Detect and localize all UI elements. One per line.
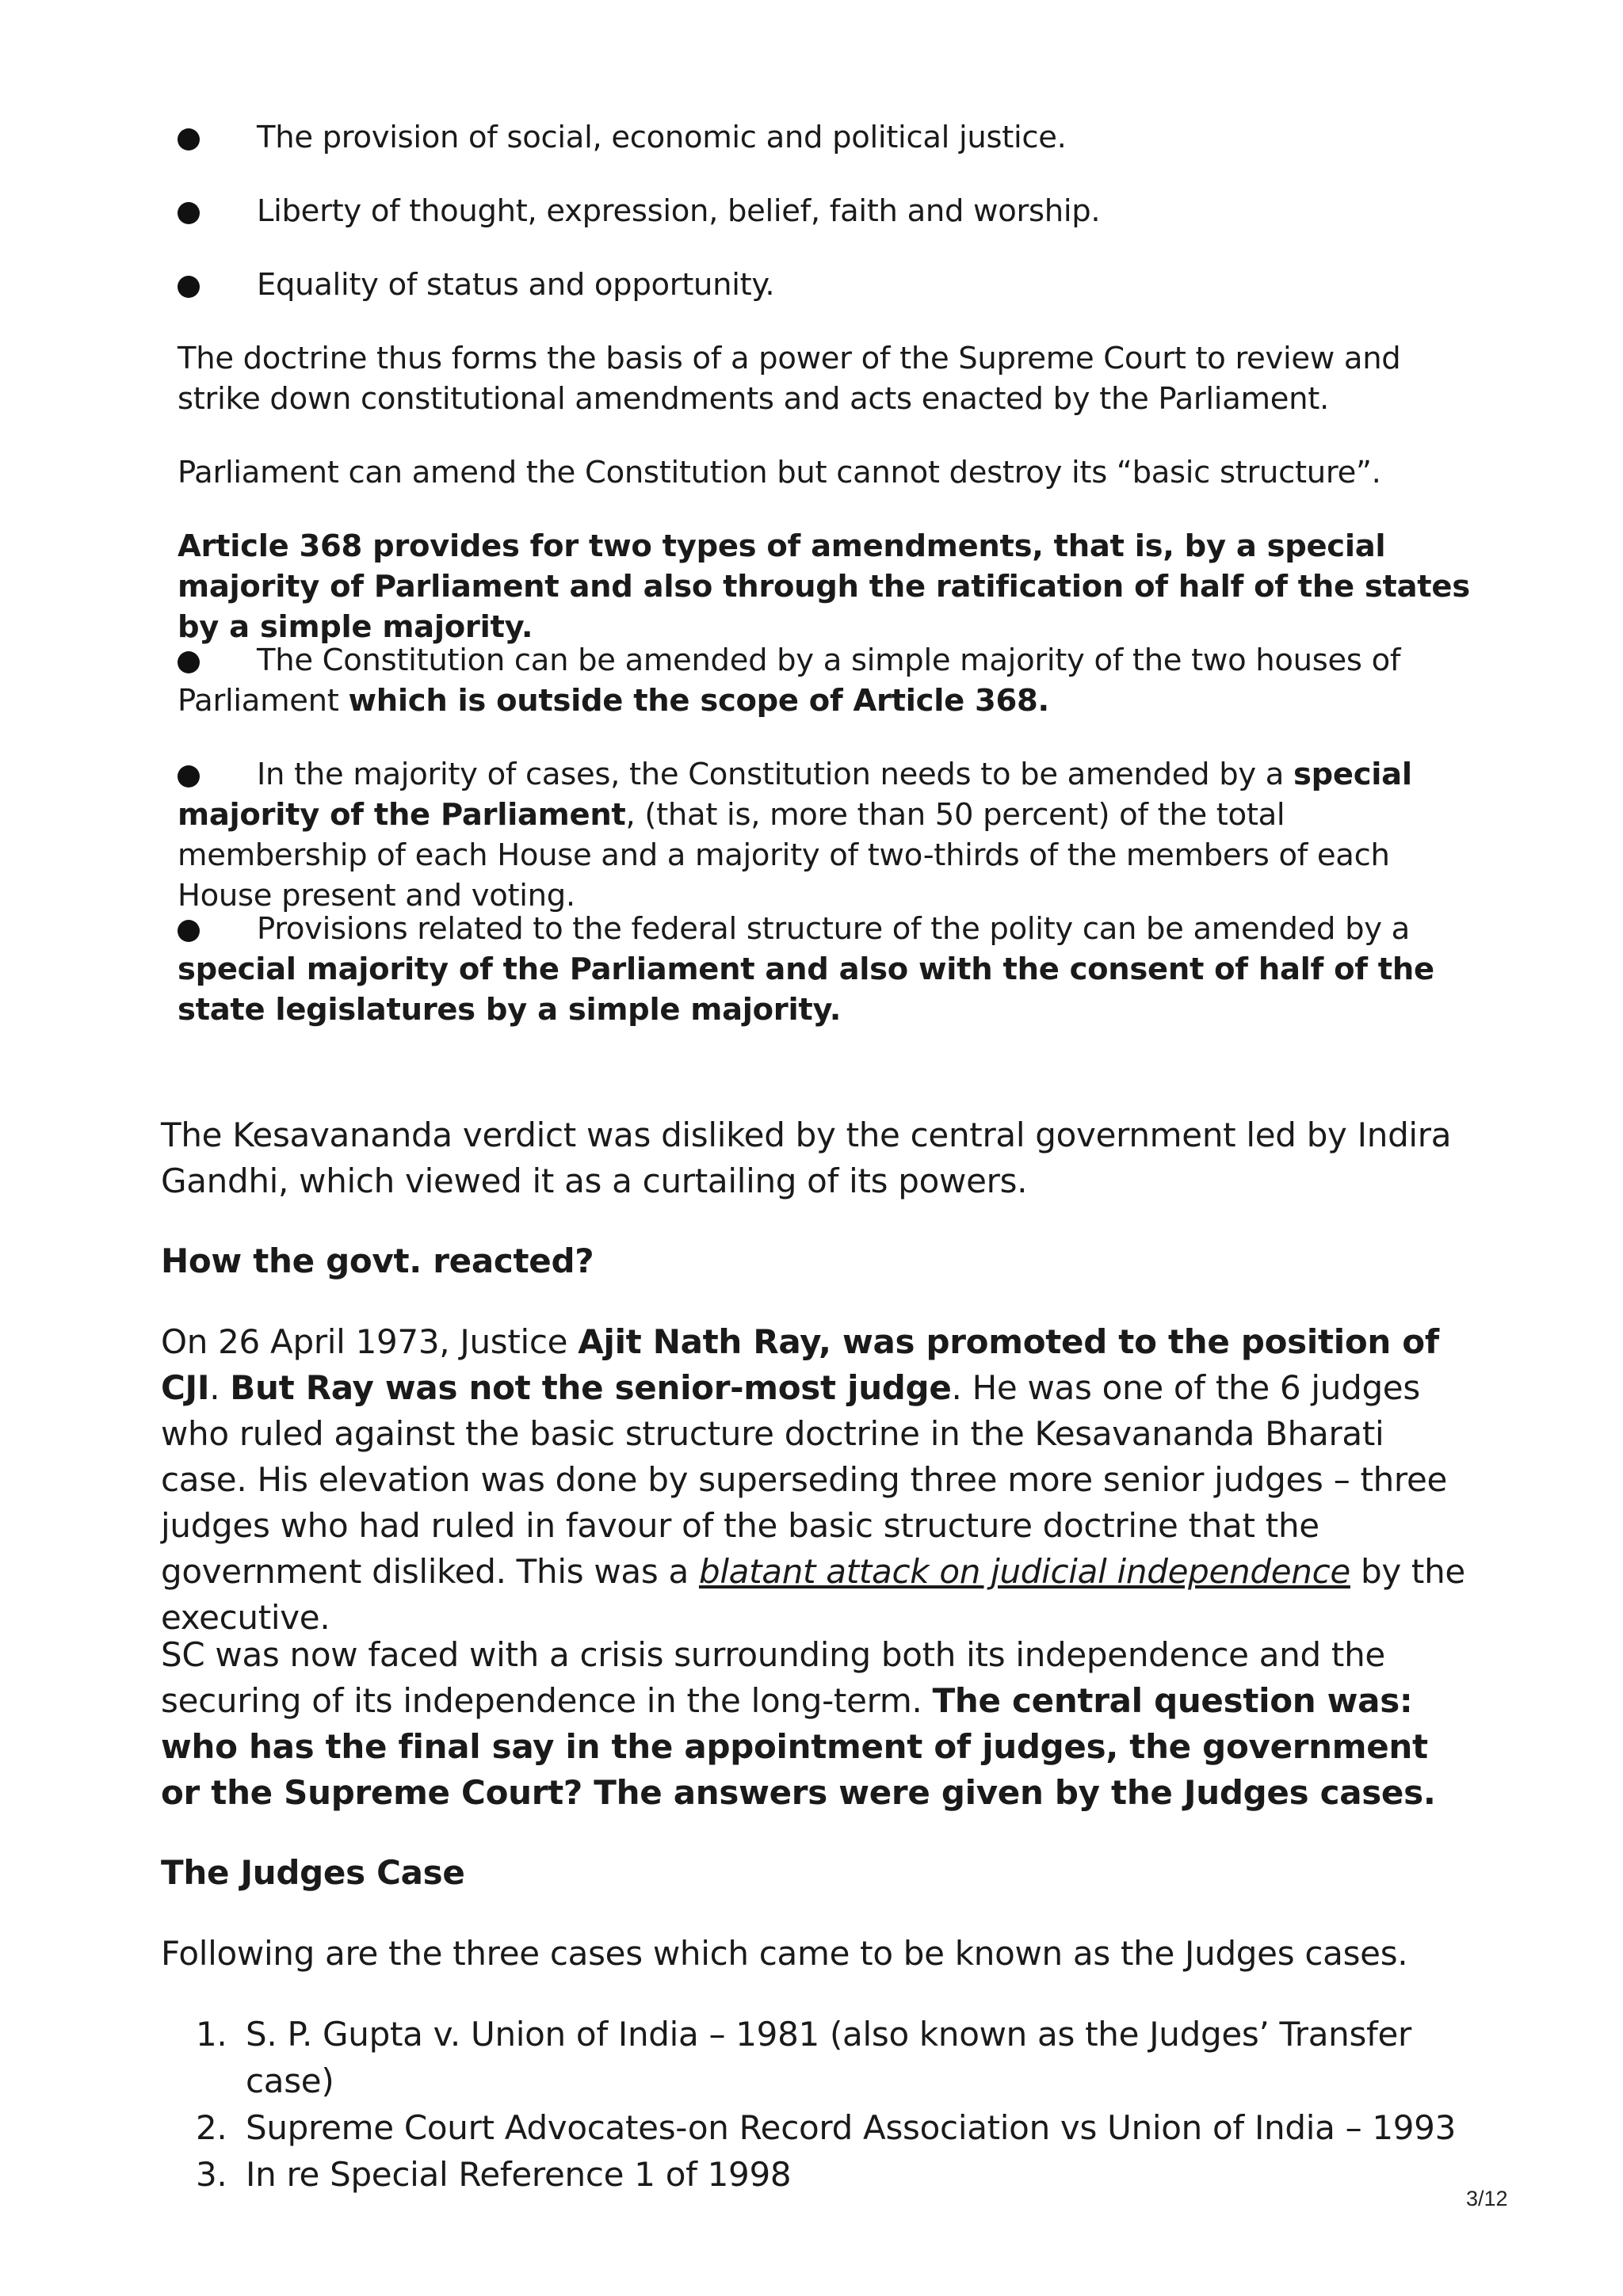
list-item: 3. In re Special Reference 1 of 1998 bbox=[196, 2155, 792, 2194]
sc-crisis-paragraph: SC was now faced with a crisis surrounding both its independence and the securing of its independence in the long-term. The central question was: who has the final say in the appointment of judges, the government or the Supreme Court? The answers were given by the Judges cases. bbox=[161, 1635, 1436, 1812]
bullet-dot-icon bbox=[178, 276, 200, 298]
judges-cases-list bbox=[161, 2011, 1476, 2198]
bullet-item: Equality of status and opportunity. bbox=[178, 265, 1477, 305]
list-item: 1. S. P. Gupta v. Union of India – 1981 (also known as the Judges’ Transfer case) bbox=[196, 2015, 1412, 2100]
amendment-bullet-special: In the majority of cases, the Constitution needs to be amended by a special majority of the Parliament, (that is, more than 50 percent) of the total membership of each House and a majority of two-thirds of the members of each House present and voting. bbox=[178, 757, 1412, 913]
doctrine-paragraph: The doctrine thus forms the basis of a power of the Supreme Court to review and strike down constitutional amendments and acts enacted by the Parliament. bbox=[178, 341, 1401, 417]
bullet-dot-icon bbox=[178, 920, 200, 942]
page-number: 3/12 bbox=[1466, 2187, 1508, 2210]
kesavananda-paragraph: The Kesavananda verdict was disliked by the central government led by Indira Gandhi, which viewed it as a curtailing of its powers. bbox=[161, 1116, 1452, 1200]
judicial-independence-emphasis: blatant attack on judicial independence bbox=[698, 1552, 1350, 1591]
bullet-dot-icon bbox=[178, 202, 200, 224]
list-item: 2. Supreme Court Advocates-on Record Association vs Union of India – 1993 bbox=[196, 2108, 1457, 2147]
parliament-paragraph: Parliament can amend the Constitution but cannot destroy its “basic structure”. bbox=[178, 455, 1381, 490]
judges-intro: Following are the three cases which came to be known as the Judges cases. bbox=[161, 1934, 1408, 1973]
bullet-dot-icon bbox=[178, 651, 200, 673]
bullet-item: Liberty of thought, expression, belief, faith and worship. bbox=[178, 191, 1477, 231]
heading-judges-case: The Judges Case bbox=[161, 1853, 465, 1892]
article-368-paragraph: Article 368 provides for two types of amendments, that is, by a special majority of Parliament and also through the ratification of half of the states by a simple majority. bbox=[178, 528, 1470, 645]
bullet-item: The provision of social, economic and political justice. bbox=[178, 117, 1477, 158]
amendment-bullet-simple: The Constitution can be amended by a simple majority of the two houses of Parliament which is outside the scope of Article 368. bbox=[178, 643, 1401, 719]
bullet-dot-icon bbox=[178, 765, 200, 788]
ray-paragraph: On 26 April 1973, Justice Ajit Nath Ray, was promoted to the position of CJI. But Ray was not the senior-most judge. He was one of the 6 judges who ruled against the basic structure doctrine in the Kesavananda Bharati case. His elevation was done by superseding three more senior judges – three judges who had ruled in favour of the basic structure doctrine that the government disliked. This was a blatant attack on judicial independence by the executive. bbox=[161, 1322, 1465, 1637]
heading-govt-reaction: How the govt. reacted? bbox=[161, 1241, 594, 1280]
amendment-bullet-federal: Provisions related to the federal structure of the polity can be amended by a special majority of the Parliament and also with the consent of half of the state legislatures by a simple majority. bbox=[178, 911, 1434, 1028]
bullet-dot-icon bbox=[178, 128, 200, 151]
